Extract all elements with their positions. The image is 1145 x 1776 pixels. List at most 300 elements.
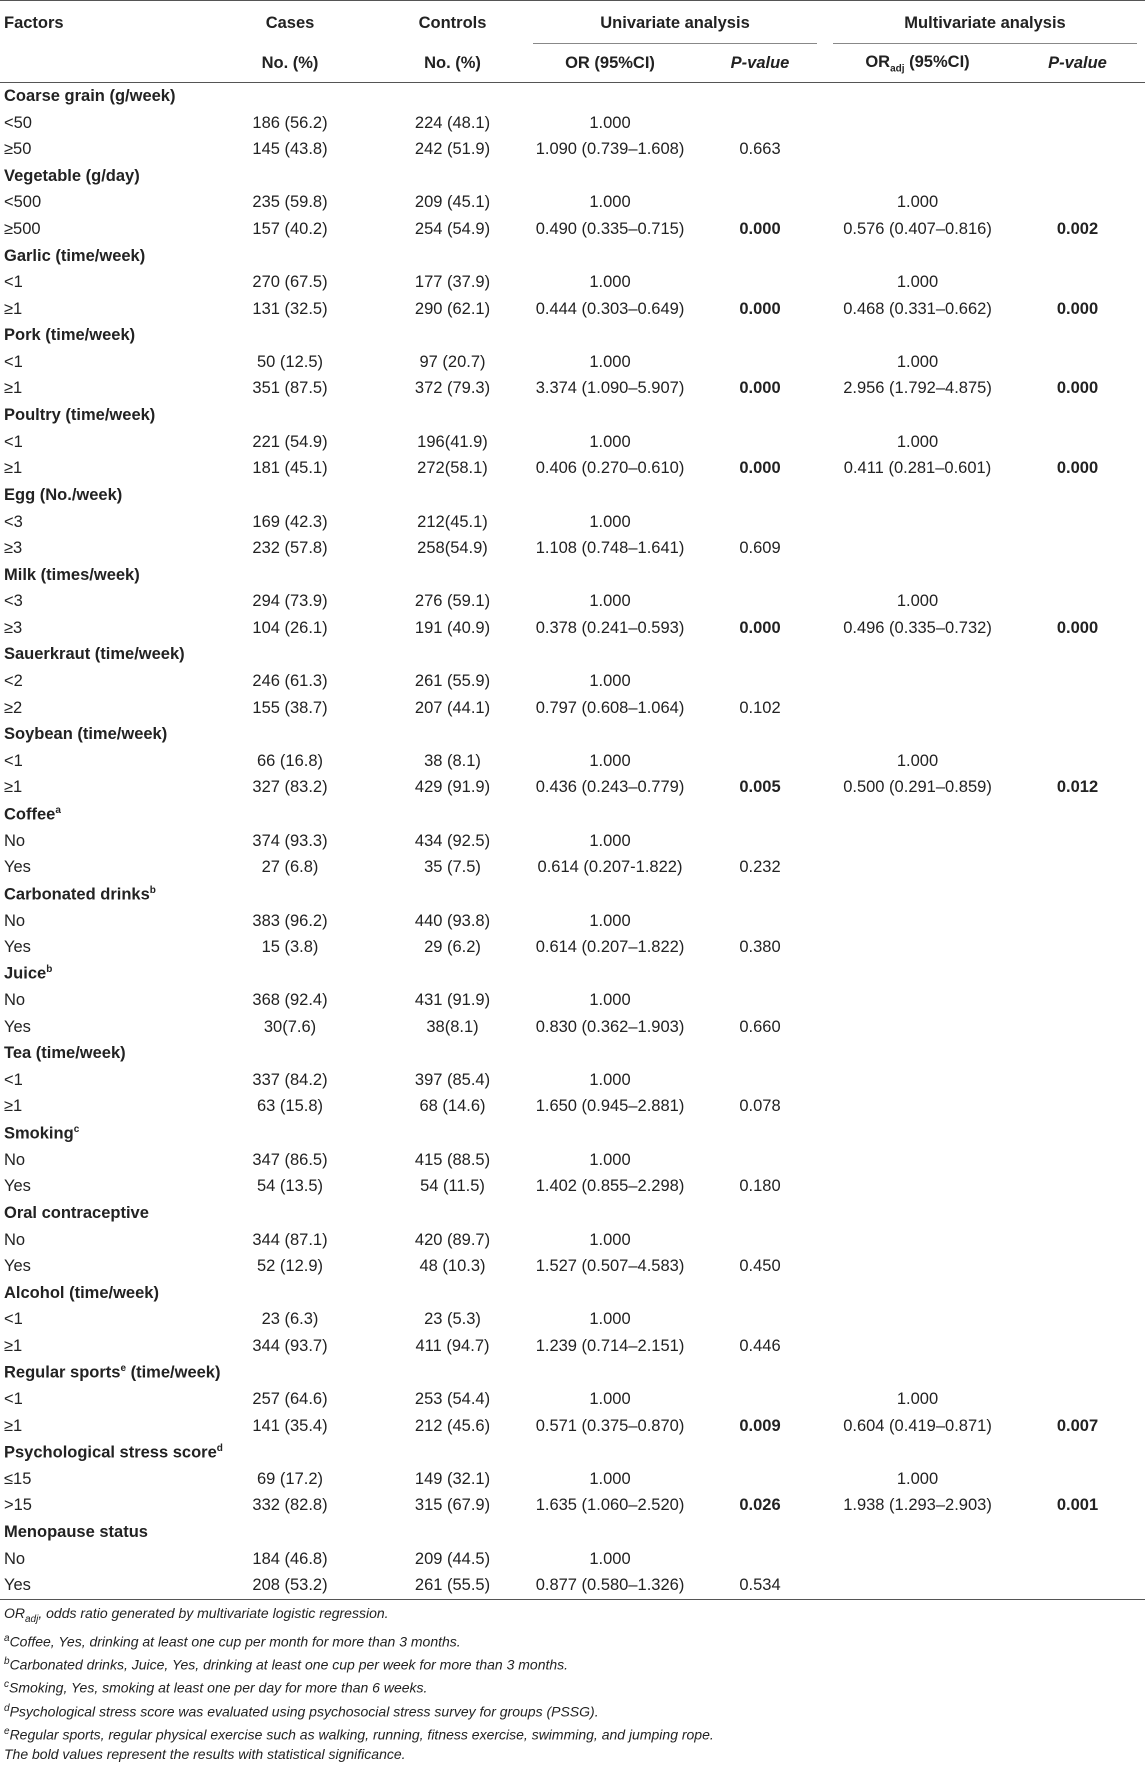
level-label: Yes [4,937,31,956]
or-adj-cell [825,1227,1010,1253]
level-label: <50 [4,113,32,132]
cases-cell: 257 (64.6) [252,1390,328,1409]
table-row [0,1227,1145,1253]
cases-cell: 69 (17.2) [256,1469,324,1488]
p-value-adj-cell: 0.001 [1056,1496,1099,1515]
cases-cell: 374 (93.3) [252,831,328,850]
cases-cell: 169 (42.3) [252,512,328,531]
cases-cell: 347 (86.5) [252,1150,328,1169]
table-body [0,83,1145,1600]
cases-cell: 27 (6.8) [261,858,319,877]
level-label: <2 [4,672,23,691]
cases-cell: 337 (84.2) [252,1071,328,1090]
category-row [0,881,1145,908]
category-row [0,1360,1145,1387]
or-cell: 0.877 (0.580–1.326) [535,1576,685,1595]
or-cell: 1.000 [589,991,631,1010]
table-row [0,748,1145,774]
cases-cell: 368 (92.4) [252,991,328,1010]
p-value-cell: 0.000 [739,219,781,238]
cases-cell: 15 (3.8) [261,937,319,956]
category-row [0,482,1145,509]
level-label: ≥1 [4,459,23,478]
level-label: >15 [4,1496,32,1515]
p-value-adj-cell [1010,1067,1145,1093]
category-label: Sauerkraut (time/week) [4,645,185,664]
level-label: No [4,831,26,850]
table-row [0,136,1145,162]
or-adj-cell [825,1572,1010,1599]
controls-cell: 23 (5.3) [424,1310,481,1329]
or-adj-cell [825,110,1010,136]
or-cell: 0.797 (0.608–1.064) [535,698,685,717]
or-adj-cell [825,1094,1010,1120]
cases-cell: 294 (73.9) [252,592,328,611]
table-row [0,1546,1145,1572]
p-value-cell [695,509,825,535]
controls-cell: 209 (44.5) [414,1549,491,1568]
or-cell: 1.090 (0.739–1.608) [535,140,685,159]
cases-cell: 30(7.6) [263,1017,317,1036]
p-value-adj-cell [1010,1094,1145,1120]
p-value-cell: 0.000 [739,299,781,318]
category-label: Egg (No./week) [4,485,123,504]
or-cell: 1.000 [589,113,631,132]
category-row [0,402,1145,429]
or-cell: 1.000 [589,911,631,930]
or-cell: 3.374 (1.090–5.907) [535,379,685,398]
footnote: The bold values represent the results with statistical significance. [4,1745,406,1762]
controls-cell: 149 (32.1) [414,1469,491,1488]
cases-cell: 351 (87.5) [252,379,328,398]
controls-cell: 97 (20.7) [419,353,486,372]
controls-cell: 290 (62.1) [414,299,491,318]
category-label: Garlic (time/week) [4,246,146,265]
p-value-cell: 0.609 [739,538,781,557]
or-adj-cell: 1.000 [896,273,939,292]
p-value-adj-cell [1010,1227,1145,1253]
or-adj-cell [825,668,1010,694]
p-value-adj-cell [1010,1147,1145,1173]
p-value-adj-cell [1010,748,1145,774]
table-row [0,110,1145,136]
or-cell: 1.000 [589,831,631,850]
controls-cell: 212 (45.6) [414,1416,491,1435]
p-value-cell: 0.534 [739,1576,781,1595]
p-value-cell [695,828,825,854]
controls-cell: 207 (44.1) [414,698,491,717]
category-row [0,562,1145,589]
or-cell: 1.000 [589,432,631,451]
controls-cell: 397 (85.4) [414,1071,491,1090]
table-row [0,589,1145,615]
or-adj-cell [825,1307,1010,1333]
table-row [0,1307,1145,1333]
p-value-adj-cell [1010,1307,1145,1333]
cases-cell: 155 (38.7) [252,698,328,717]
or-adj-cell [825,1333,1010,1359]
p-value-cell: 0.663 [739,140,781,159]
or-adj-cell [825,1067,1010,1093]
univariate-header: Univariate analysis [525,1,825,46]
or-adj-cell [825,828,1010,854]
table-row [0,349,1145,375]
category-row [0,721,1145,748]
p-value-adj-cell [1010,509,1145,535]
controls-cell: 68 (14.6) [419,1097,486,1116]
cases-cell: 344 (93.7) [252,1336,328,1355]
category-label: Alcohol (time/week) [4,1283,159,1302]
p-value-cell: 0.026 [739,1496,781,1515]
table-row [0,456,1145,482]
or-cell: 0.406 (0.270–0.610) [535,459,685,478]
level-label: ≥500 [4,219,41,238]
or-adj-cell [825,988,1010,1014]
or-cell: 1.650 (0.945–2.881) [535,1097,685,1116]
table-row [0,376,1145,402]
footnote: $OR_{adj}$, odds ratio generated by multivariate logistic regression. [4,1604,389,1625]
controls-cell: 54 (11.5) [420,1177,485,1196]
or-adj-cell [825,1174,1010,1200]
p-value-adj-cell [1010,1387,1145,1413]
or-adj-cell [825,535,1010,561]
or-adj-cell [825,908,1010,934]
controls-cell: 48 (10.3) [419,1257,486,1276]
or-adj-cell: 1.000 [896,592,939,611]
p-value-adj-cell: 0.000 [1056,379,1099,398]
p-value-cell: 0.660 [739,1017,781,1036]
cases-cell: 186 (56.2) [252,113,328,132]
controls-subheader: No. (%) [424,54,481,73]
controls-cell: 434 (92.5) [414,831,491,850]
controls-cell: 258(54.9) [417,538,488,557]
or-cell: 1.000 [589,592,631,611]
table-row [0,1014,1145,1040]
level-label: <1 [4,751,23,770]
or-adj-cell [825,136,1010,162]
p-value-adj-cell [1010,1014,1145,1040]
table-row [0,216,1145,242]
cases-cell: 63 (15.8) [256,1097,324,1116]
table-row [0,1067,1145,1093]
p-value-adj-cell [1010,668,1145,694]
controls-cell: 420 (89.7) [414,1230,491,1249]
or-adj-cell [825,1546,1010,1572]
cases-cell: 235 (59.8) [252,193,328,212]
footnote: $^a$Coffee, Yes, drinking at least one cup per month for more than 3 months. [4,1633,461,1650]
controls-header: Controls [418,13,487,32]
controls-cell: 29 (6.2) [424,937,481,956]
p-value-cell: 0.446 [739,1336,781,1355]
or-adj-cell: 1.938 (1.293–2.903) [843,1496,992,1515]
cases-header: Cases [265,13,315,32]
controls-cell: 212(45.1) [417,512,488,531]
p-value-cell [695,1307,825,1333]
p-value-cell [695,1147,825,1173]
table-row [0,934,1145,960]
table-row [0,296,1145,322]
level-label: No [4,991,26,1010]
category-row [0,961,1145,988]
controls-cell: 272(58.1) [417,459,488,478]
or-cell: 0.830 (0.362–1.903) [535,1017,685,1036]
category-label: Poultry (time/week) [4,406,156,425]
controls-cell: 440 (93.8) [414,911,491,930]
p-value-cell: 0.380 [739,937,781,956]
p-value-adj-cell [1010,908,1145,934]
or-cell: 0.614 (0.207-1.822) [537,858,683,877]
p-value-cell [695,1546,825,1572]
or-adj-cell [825,854,1010,880]
controls-cell: 372 (79.3) [414,379,491,398]
p-value-cell [695,748,825,774]
p-value-adj-cell: 0.002 [1056,219,1099,238]
or-adj-cell: 0.411 (0.281–0.601) [843,459,992,478]
or-adj-cell: 0.576 (0.407–0.816) [843,219,992,238]
or-adj-cell [825,509,1010,535]
cases-cell: 50 (12.5) [256,353,324,372]
table-row [0,535,1145,561]
cases-cell: 52 (12.9) [256,1257,324,1276]
cases-cell: 184 (46.8) [252,1549,328,1568]
p-value-adj-cell: 0.012 [1056,778,1099,797]
level-label: ≥1 [4,379,23,398]
table-row [0,908,1145,934]
level-label: ≥50 [4,140,32,159]
or-adj-cell: 2.956 (1.792–4.875) [843,379,992,398]
cases-cell: 221 (54.9) [252,432,328,451]
level-label: ≤15 [4,1469,32,1488]
p-value-cell: 0.078 [739,1097,781,1116]
or-cell: 1.000 [589,1230,631,1249]
p-value-adj-cell [1010,349,1145,375]
level-label: Yes [4,1177,31,1196]
p-value-adj-header: P-value [1048,54,1107,73]
level-label: No [4,911,26,930]
p-value-cell [695,190,825,216]
or-adj-header: $OR_{adj}$ (95%CI) [865,53,970,75]
p-value-cell [695,1227,825,1253]
cases-cell: 141 (35.4) [252,1416,328,1435]
or-cell: 1.000 [589,193,631,212]
level-label: ≥2 [4,698,23,717]
table-row [0,615,1145,641]
p-value-adj-cell [1010,429,1145,455]
or-cell: 1.000 [589,273,631,292]
or-cell: 1.239 (0.714–2.151) [535,1336,685,1355]
or-cell: 1.000 [589,1150,631,1169]
category-row [0,243,1145,270]
p-value-cell [695,1387,825,1413]
cases-cell: 54 (13.5) [256,1177,324,1196]
cases-subheader: No. (%) [261,54,319,73]
or-adj-cell: 0.604 (0.419–0.871) [843,1416,992,1435]
or-adj-cell: 1.000 [896,432,939,451]
cases-cell: 246 (61.3) [252,672,328,691]
level-label: <1 [4,1310,23,1329]
cases-cell: 344 (87.1) [252,1230,328,1249]
cases-cell: 270 (67.5) [252,273,328,292]
table-row [0,1387,1145,1413]
p-value-adj-cell [1010,828,1145,854]
controls-cell: 224 (48.1) [414,113,491,132]
table-row [0,1253,1145,1279]
category-label: Oral contraceptive [4,1203,149,1222]
level-label: <3 [4,592,23,611]
p-value-cell: 0.232 [739,858,781,877]
category-row [0,1200,1145,1227]
controls-cell: 242 (51.9) [414,140,491,159]
or-cell: 1.000 [589,1310,631,1329]
p-value-adj-cell [1010,1546,1145,1572]
p-value-header: P-value [730,54,790,73]
table-row [0,1333,1145,1359]
level-label: <3 [4,512,23,531]
or-cell: 1.000 [589,353,631,372]
category-row [0,163,1145,190]
cases-cell: 232 (57.8) [252,538,328,557]
category-row [0,322,1145,349]
or-cell: 1.527 (0.507–4.583) [535,1257,685,1276]
or-adj-cell [825,695,1010,721]
controls-cell: 254 (54.9) [414,219,491,238]
table-row [0,1572,1145,1599]
category-row [0,641,1145,668]
cases-cell: 208 (53.2) [252,1576,328,1595]
category-row [0,1040,1145,1067]
or-cell: 0.444 (0.303–0.649) [535,299,685,318]
p-value-cell: 0.102 [739,698,781,717]
p-value-cell: 0.450 [739,1257,781,1276]
or-adj-cell: 0.500 (0.291–0.859) [843,778,992,797]
level-label: <1 [4,273,23,292]
category-label: Psychological stress score$^d$ [4,1443,223,1462]
p-value-adj-cell [1010,190,1145,216]
p-value-adj-cell [1010,988,1145,1014]
cases-cell: 332 (82.8) [252,1496,328,1515]
controls-cell: 38 (8.1) [424,751,481,770]
p-value-adj-cell [1010,110,1145,136]
category-row [0,83,1145,111]
footnote: $^e$Regular sports, regular physical exercise such as walking, running, fitness exercise, swimming, and jumping rope. [4,1725,714,1743]
level-label: ≥1 [4,1097,23,1116]
cases-cell: 327 (83.2) [252,778,328,797]
level-label: Yes [4,1257,31,1276]
controls-cell: 429 (91.9) [414,778,491,797]
table-row [0,1174,1145,1200]
p-value-cell: 0.009 [739,1416,781,1435]
p-value-adj-cell [1010,1253,1145,1279]
cases-cell: 157 (40.2) [252,219,328,238]
controls-cell: 261 (55.5) [414,1576,491,1595]
table-row [0,270,1145,296]
footnote: $^d$Psychological stress score was evaluated using psychosocial stress survey for groups (PSSG). [4,1702,599,1720]
category-label: Tea (time/week) [4,1044,126,1063]
or-cell: 1.000 [589,1549,631,1568]
or-adj-cell [825,934,1010,960]
table-footnotes [0,1604,1145,1765]
category-label: Vegetable (g/day) [4,166,140,185]
cases-cell: 181 (45.1) [252,459,328,478]
p-value-cell: 0.180 [739,1177,781,1196]
level-label: ≥1 [4,1336,23,1355]
p-value-adj-cell [1010,1174,1145,1200]
category-row [0,1280,1145,1307]
or-cell: 0.571 (0.375–0.870) [535,1416,685,1435]
category-label: Coarse grain (g/week) [4,87,176,105]
cases-cell: 383 (96.2) [252,911,328,930]
level-label: Yes [4,1576,31,1595]
table-row [0,775,1145,801]
level-label: Yes [4,1017,31,1036]
category-label: Pork (time/week) [4,326,136,345]
p-value-adj-cell: 0.007 [1056,1416,1099,1435]
table-row [0,1147,1145,1173]
p-value-adj-cell [1010,1333,1145,1359]
category-row [0,1439,1145,1466]
category-label: Menopause status [4,1523,148,1542]
or-cell: 1.000 [589,1071,631,1090]
or-adj-cell: 1.000 [896,193,939,212]
category-label: Soybean (time/week) [4,725,168,744]
controls-cell: 209 (45.1) [414,193,491,212]
controls-cell: 35 (7.5) [424,858,481,877]
category-label: Coffee$^a$ [4,804,61,824]
p-value-cell [695,668,825,694]
footnote: $^c$Smoking, Yes, smoking at least one per day for more than 6 weeks. [4,1679,428,1697]
table-row [0,1094,1145,1120]
cases-cell: 104 (26.1) [252,618,328,637]
level-label: No [4,1230,26,1249]
p-value-adj-cell [1010,854,1145,880]
or-cell: 1.108 (0.748–1.641) [535,538,685,557]
or-adj-cell: 0.496 (0.335–0.732) [843,618,992,637]
p-value-cell [695,349,825,375]
or-cell: 0.490 (0.335–0.715) [535,219,685,238]
or-cell: 1.000 [589,1390,631,1409]
p-value-adj-cell [1010,934,1145,960]
multivariate-header: Multivariate analysis [825,1,1145,46]
or-adj-cell: 1.000 [896,1469,939,1488]
table-row [0,1413,1145,1439]
cases-cell: 131 (32.5) [252,299,328,318]
p-value-adj-cell [1010,589,1145,615]
level-label: No [4,1150,26,1169]
controls-cell: 177 (37.9) [414,273,491,292]
table-row [0,854,1145,880]
table-row [0,1466,1145,1492]
or-cell: 1.000 [589,751,631,770]
controls-cell: 253 (54.4) [414,1390,491,1409]
p-value-adj-cell: 0.000 [1056,299,1099,318]
p-value-cell: 0.000 [739,459,781,478]
controls-cell: 415 (88.5) [414,1150,491,1169]
level-label: ≥3 [4,538,23,557]
table-row [0,695,1145,721]
p-value-adj-cell [1010,1572,1145,1599]
controls-cell: 411 (94.7) [415,1336,490,1355]
or-cell: 1.635 (1.060–2.520) [535,1496,685,1515]
controls-cell: 191 (40.9) [414,618,491,637]
level-label: <1 [4,1390,23,1409]
table-row [0,988,1145,1014]
table-row [0,509,1145,535]
category-row [0,1519,1145,1546]
category-label: Smoking$^c$ [4,1123,80,1143]
p-value-cell [695,110,825,136]
controls-cell: 431 (91.9) [414,991,491,1010]
p-value-adj-cell [1010,270,1145,296]
